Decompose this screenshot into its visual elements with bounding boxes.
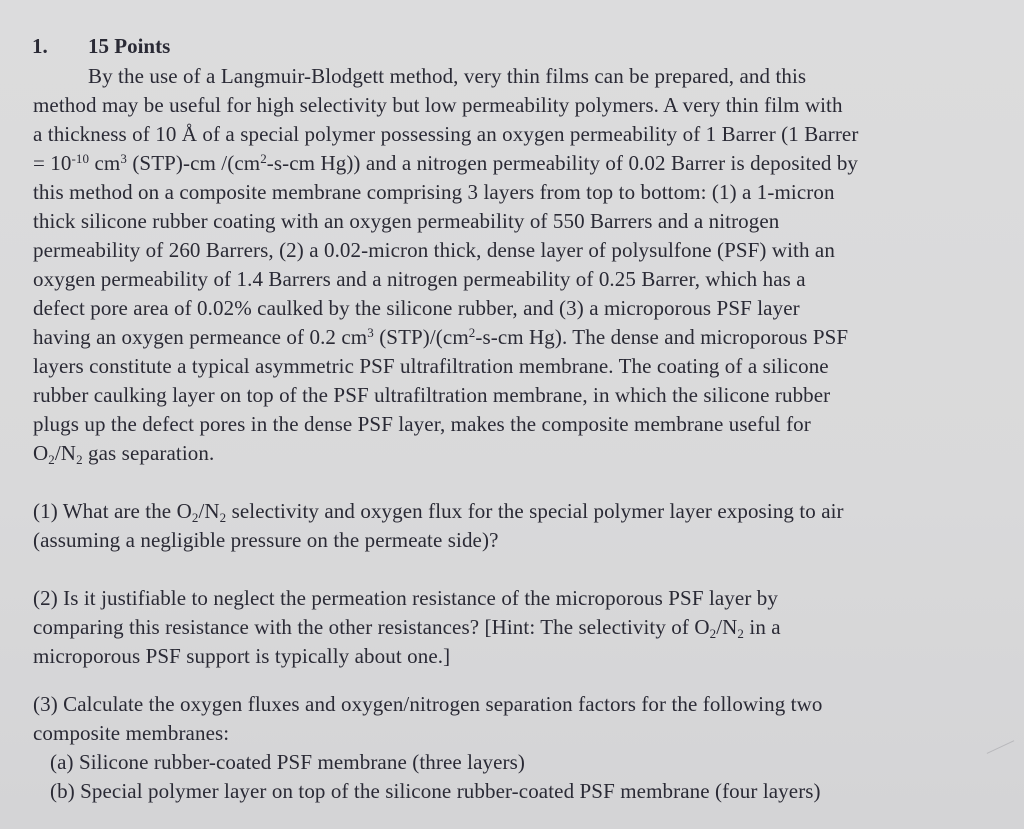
body-line-7: permeability of 260 Barrers, (2) a 0.02-micron thick, dense layer of polysulfone (PSF) with an [33, 238, 835, 262]
body-line-6: thick silicone rubber coating with an oxygen permeability of 550 Barrers and a nitrogen [33, 209, 780, 233]
body-line-2: method may be useful for high selectivity but low permeability polymers. A very thin film with [33, 93, 843, 117]
body-line-10: having an oxygen permeance of 0.2 $cm^3$ $(STP)/(cm^2-s-cm$ Hg). The dense and microporous PSF [33, 325, 849, 349]
question-2-line-2: comparing this resistance with the other resistances? [Hint: The selectivity of $O_2/N_2$ in a [33, 615, 781, 641]
body-line-11: layers constitute a typical asymmetric PSF ultrafiltration membrane. The coating of a silicone [33, 354, 829, 378]
body-line-1: By the use of a Langmuir-Blodgett method, very thin films can be prepared, and this [88, 64, 807, 88]
problem-number: 1. [32, 34, 48, 58]
question-3-part-b: (b) Special polymer layer on top of the silicone rubber-coated PSF membrane (four layers) [50, 779, 821, 803]
body-line-12: rubber caulking layer on top of the PSF ultrafiltration membrane, in which the silicone rubber [33, 383, 831, 407]
body-line-4: = $10^{-10}$ $cm^3$ (STP)-cm $/(cm^2-s-cm$ Hg)) and a nitrogen permeability of 0.02 Barrer is deposited by [33, 151, 859, 175]
question-1-line-1: (1) What are the $O_2/N_2$ selectivity and oxygen flux for the special polymer layer exposing to air [33, 499, 844, 525]
paper-crease-mark [987, 740, 1020, 764]
question-1-line-2: (assuming a negligible pressure on the permeate side)? [33, 528, 499, 552]
question-3-line-1: (3) Calculate the oxygen fluxes and oxygen/nitrogen separation factors for the following two [33, 692, 823, 716]
body-line-13: plugs up the defect pores in the dense PSF layer, makes the composite membrane useful for [33, 412, 811, 436]
question-3-part-a: (a) Silicone rubber-coated PSF membrane (three layers) [50, 750, 525, 774]
body-line-3: a thickness of 10 Å of a special polymer possessing an oxygen permeability of 1 Barrer (1 Barrer [33, 122, 859, 146]
body-line-5: this method on a composite membrane comprising 3 layers from top to bottom: (1) a 1-micron [33, 180, 835, 204]
question-2-line-1: (2) Is it justifiable to neglect the permeation resistance of the microporous PSF layer by [33, 586, 778, 610]
body-line-8: oxygen permeability of 1.4 Barrers and a nitrogen permeability of 0.25 Barrer, which has a [33, 267, 806, 291]
body-line-14: $O_2/N_2$ gas separation. [33, 441, 215, 467]
body-line-9: defect pore area of 0.02% caulked by the silicone rubber, and (3) a microporous PSF layer [33, 296, 800, 320]
question-2-line-3: microporous PSF support is typically about one.] [33, 644, 451, 668]
problem-points: 15 Points [88, 34, 171, 58]
question-3-line-2: composite membranes: [33, 721, 230, 745]
